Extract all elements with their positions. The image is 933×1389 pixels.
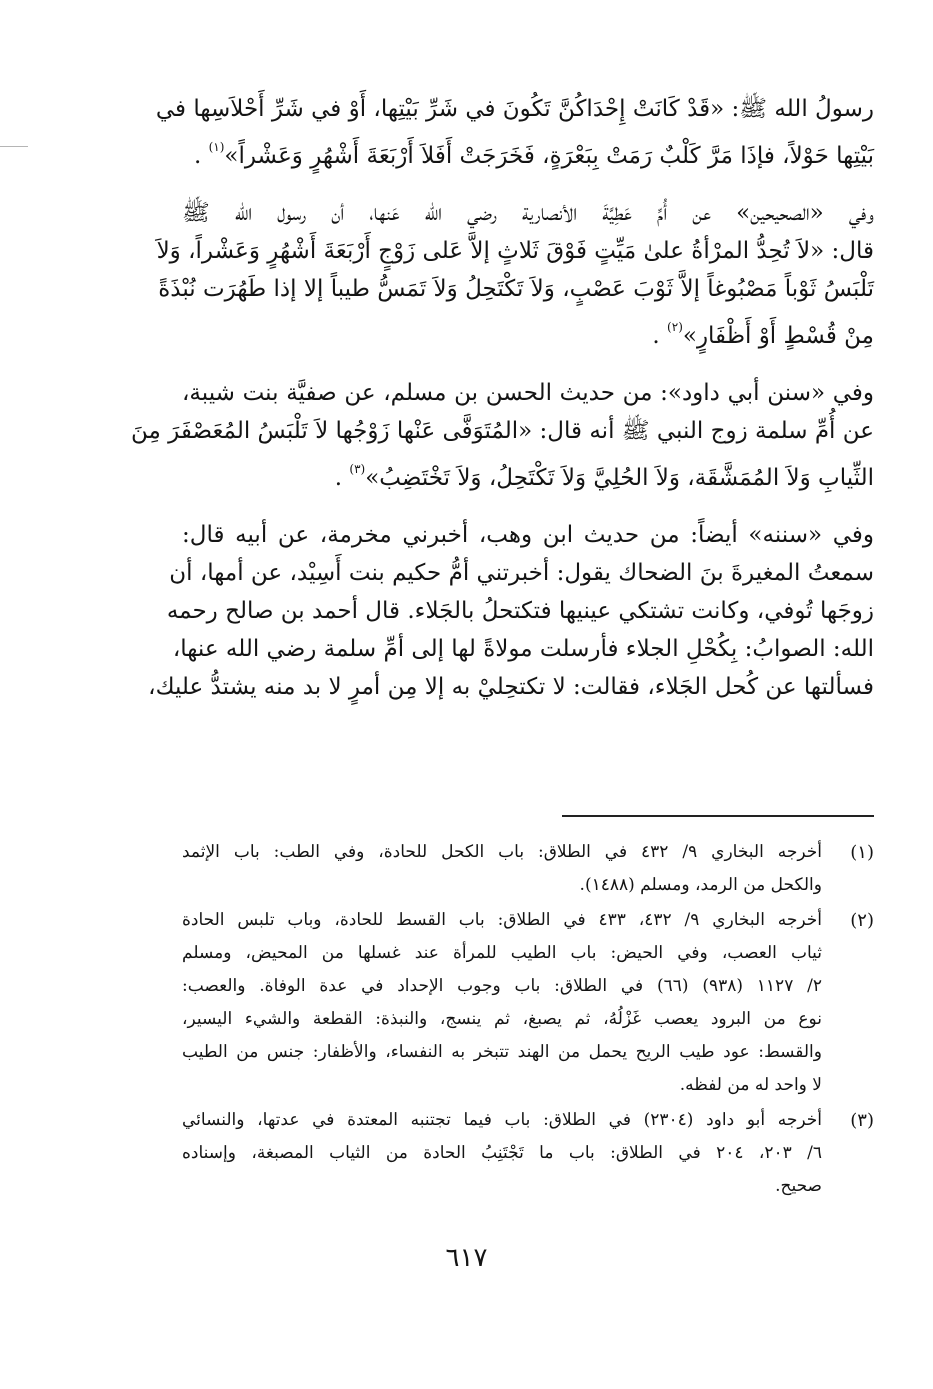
text-line-with-ref: الثِّيابِ وَلاَ المُمَشَّقَة، وَلاَ الحُلِيَّ وَلاَ تَكْتَحِلُ، وَلاَ تَخْتَضِبُ»$^{(٣)}$ . (334, 462, 874, 491)
text-line: وفي «الصحيحين» عن أُمِّ عَطِيَّةَ الأنصارية رضي الله عَنها، أن رسول الله ﷺ (182, 200, 874, 226)
footnote-number: (٣) (850, 1110, 874, 1131)
text-line: زوجَها تُوفي، وكانت تشتكي عينيها فتكتحلُ بالجَلاء. قال أحمد بن صالح رحمه (166, 598, 874, 624)
footnote-line: لا واحد له من لفظه. (679, 1075, 822, 1095)
footnote-body (182, 904, 822, 1102)
footnote-line: والكحل من الرمد، ومسلم (١٤٨٨). (579, 875, 822, 895)
footnote-line: نوع من البرود يعصب غَزْلُهُ، ثم يصبغ، ثم ينسج، والنبذة: القطعة والشيء اليسير، (182, 1009, 822, 1029)
text-line: رسولُ الله ﷺ: «قَدْ كَانَتْ إِحْدَاكُنَّ تَكُونَ في شَرِّ بَيْتِها، أَوْ في شَرِّ أَحْلاَسِها في (155, 96, 874, 122)
footnote-line: أخرجه البخاري ٩/ ٤٣٢ في الطلاق: باب الكحل للحادة، وفي الطب: باب الإثمد (182, 842, 822, 862)
paragraph-1 (155, 90, 874, 169)
text-line: بَيْتِها حَوْلاً، فإذَا مَرَّ كَلْبٌ رَمَتْ بِبَعْرَةٍ، فَخَرَجَتْ أَفَلاَ أَرْبَعَةَ أَشْهُرٍ وَعَشْراً» (224, 143, 874, 169)
footnote-line: صحيح. (775, 1176, 822, 1196)
paragraph-3 (131, 374, 874, 491)
text-line: وفي «سنن أبي داود»: من حديث الحسن بن مسلم، عن صفيَّة بنت شيبة، (182, 380, 874, 406)
text-line: عن أُمِّ سلمة زوج النبي ﷺ أنه قال: «المُتَوَفَّى عَنْها زَوْجُها لاَ تَلْبَسُ المُعَصْفَرَ مِنَ (131, 418, 874, 444)
footnote-ref: (٣) (349, 462, 366, 476)
footnote-ref: (٢) (667, 320, 683, 334)
footnote-line: ٢/ ١١٢٧ (٩٣٨) (٦٦) في الطلاق: باب وجوب الإحداد في عدة الوفاة. والعصب: (182, 976, 822, 996)
text-line: فسألتها عن كُحل الجَلاء، فقالت: لا تكتحِليْ به إلا مِن أمرٍ لا بد منه يشتدُّ عليك، (148, 674, 874, 700)
footnotes (182, 836, 874, 1205)
footnote-number: (١) (850, 842, 874, 863)
text-line: تَلْبَسُ ثَوْباً مَصْبُوغاً إلاَّ ثَوْبَ عَصْبٍ، وَلاَ تَكْتَحِلُ وَلاَ تَمَسُّ طيباً إلا إذا طَهُرَت نُبْذَةً (158, 276, 874, 302)
main-text (131, 90, 874, 734)
text-line: قال: «لاَ تُحِدُّ المرْأةُ علىٰ مَيِّتٍ فَوْقَ ثَلاثٍ إلاَّ عَلى زَوْجٍ أَرْبَعَةَ أَشْهُرٍ وَعَشْراً، وَلاَ (156, 238, 874, 264)
footnote-line: والقسط: عود طيب الريح يحمل من الهند تتبخر به النفساء، والأظفار: جنس من الطيب (182, 1042, 822, 1062)
text-line: سمعتُ المغيرةَ بنَ الضحاك يقول: أخبرتني أمُّ حكيم بنت أَسِيْد، عن أمها، أن (169, 560, 874, 586)
footnote-body (182, 836, 822, 902)
paragraph-2 (156, 194, 874, 349)
footnote-3 (182, 1104, 874, 1203)
margin-mark (0, 146, 28, 147)
paragraph-4 (148, 516, 874, 706)
text-line: وفي «سننه» أيضاً: من حديث ابن وهب، أخبرني مخرمة، عن أبيه قال: (182, 522, 874, 548)
text-line: الثِّيابِ وَلاَ المُمَشَّقَة، وَلاَ الحُلِيَّ وَلاَ تَكْتَحِلُ، وَلاَ تَخْتَضِبُ» (365, 465, 874, 491)
text-line: الله: الصوابُ: بِكُحْلِ الجلاء فأرسلت مولاةً لها إلى أمِّ سلمة رضي الله عنها، (172, 636, 874, 662)
page-number: ٦١٧ (445, 1243, 488, 1273)
text-line-with-ref: مِنْ قُسْطٍ أَوْ أَظْفَارٍ»$^{(٢)}$ . (652, 320, 874, 349)
footnote-number: (٢) (850, 910, 874, 931)
footnote-body (182, 1104, 822, 1203)
footnote-line: أخرجه البخاري ٩/ ٤٣٢، ٤٣٣ في الطلاق: باب القسط للحادة، وباب تلبس الحادة (182, 910, 822, 930)
text-line-with-ref: بَيْتِها حَوْلاً، فإذَا مَرَّ كَلْبٌ رَمَتْ بِبَعْرَةٍ، فَخَرَجَتْ أَفَلاَ أَرْبَعَةَ أَشْهُرٍ وَعَشْراً»$^{(١)}$ . (193, 140, 874, 169)
text-line: مِنْ قُسْطٍ أَوْ أَظْفَارٍ» (682, 323, 874, 349)
footnote-line: ٦/ ٢٠٣، ٢٠٤ في الطلاق: باب ما تَجْتَنِبُ الحادة من الثياب المصبغة، وإسناده (182, 1143, 822, 1163)
footnote-separator (562, 815, 874, 817)
footnote-ref: (١) (208, 140, 225, 154)
footnote-line: ثياب العصب، وفي الحيض: باب الطيب للمرأة عند غسلها من المحيض، ومسلم (182, 943, 822, 963)
footnote-2 (182, 904, 874, 1102)
footnote-1 (182, 836, 874, 902)
footnote-line: أخرجه أبو داود (٢٣٠٤) في الطلاق: باب فيما تجتنبه المعتدة في عدتها، والنسائي (182, 1110, 822, 1130)
